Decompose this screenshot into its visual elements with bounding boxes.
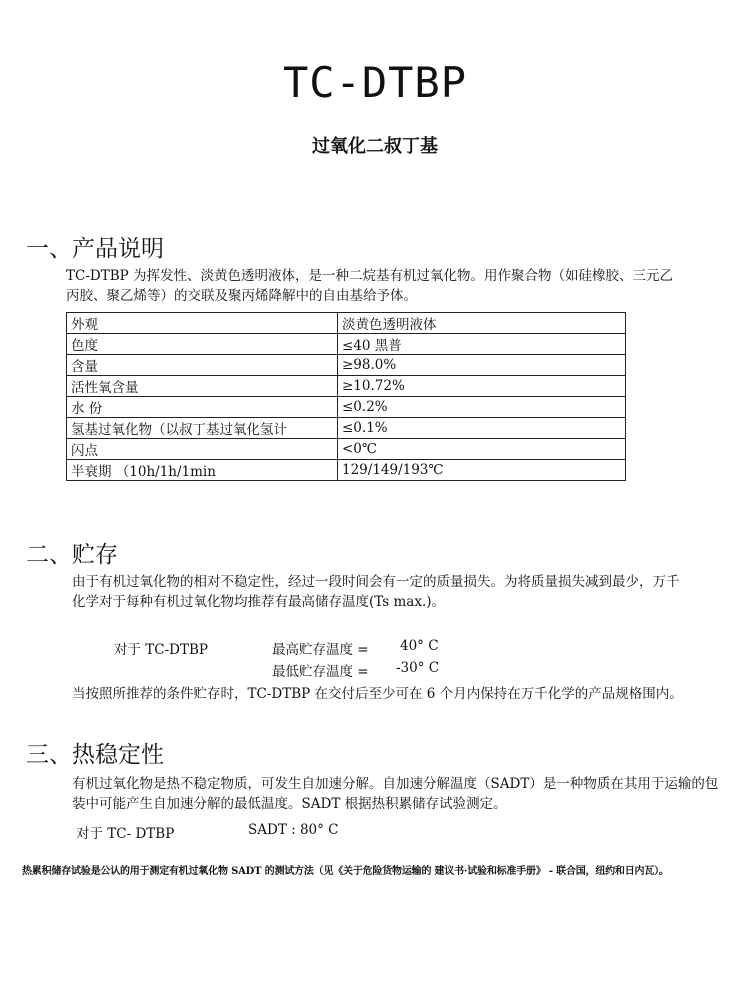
spec-property: 闪点 [67,439,338,460]
min-storage-label: 最低贮存温度 = [272,664,369,680]
spec-value: 129/149/193℃ [338,460,626,481]
sadt-value: SADT : 80° C [248,822,339,838]
max-storage-value: 40° C [400,638,439,654]
thermal-line: 有机过氧化物是热不稳定物质，可发生自加速分解。自加速分解温度（SADT）是一种物质在其用于运输的包 [72,776,719,792]
spec-value: <0℃ [338,439,626,460]
spec-value: ≥10.72% [338,376,626,397]
description-line: TC-DTBP 为挥发性、淡黄色透明液体，是一种二烷基有机过氧化物。用作聚合物（如硅橡胶、三元乙 [66,268,674,284]
table-row [67,313,626,334]
spec-value: ≤40 黑普 [338,334,626,355]
spec-property: 半衰期 （10h/1h/1min [67,460,338,481]
thermal-for-label: 对于 TC- DTBP [76,826,175,842]
spec-property: 活性氧含量 [67,376,338,397]
document-subtitle: 过氧化二叔丁基 [312,136,438,157]
footnote: 热累积储存试验是公认的用于测定有机过氧化物 SADT 的测试方法（见《关于危险货物运输的 建议书·试验和标准手册》 - 联合国，纽约和日内瓦）。 [22,866,669,877]
spec-value: ≤0.2% [338,397,626,418]
section-heading-storage: 二、贮存 [26,542,118,568]
spec-value: ≥98.0% [338,355,626,376]
thermal-line: 装中可能产生自加速分解的最低温度。SADT 根据热积累储存试验测定。 [72,796,507,812]
max-storage-label: 最高贮存温度 = [272,642,369,658]
storage-paragraph [72,572,732,612]
spec-value: ≤0.1% [338,418,626,439]
thermal-paragraph [72,774,742,814]
table-row [67,334,626,355]
spec-property: 水 份 [67,397,338,418]
table-row [67,376,626,397]
storage-closing: 当按照所推荐的条件贮存时，TC-DTBP 在交付后至少可在 6 个月内保持在万千化学的产品规格围内。 [72,686,683,702]
table-row [67,397,626,418]
table-row [67,355,626,376]
section-heading-thermal: 三、热稳定性 [26,742,164,768]
min-storage-value: -30° C [396,660,440,676]
storage-line: 化学对于每种有机过氧化物均推荐有最高储存温度(Ts max.)。 [72,594,446,610]
table-row [67,418,626,439]
description-paragraph [66,266,726,306]
table-row [67,439,626,460]
storage-line: 由于有机过氧化物的相对不稳定性，经过一段时间会有一定的质量损失。为将质量损失减到最少，万千 [72,574,680,590]
table-row [67,460,626,481]
spec-property: 外观 [67,313,338,334]
spec-table [66,312,626,481]
spec-value: 淡黄色透明液体 [338,313,626,334]
document-title: TC-DTBP [282,58,467,107]
spec-property: 色度 [67,334,338,355]
spec-property: 含量 [67,355,338,376]
storage-for-label: 对于 TC-DTBP [114,642,209,658]
description-line: 丙胶、聚乙烯等）的交联及聚丙烯降解中的自由基给予体。 [66,288,417,304]
spec-property: 氢基过氧化物（以叔丁基过氧化氢计 [67,418,338,439]
section-heading-description: 一、产品说明 [26,236,164,262]
